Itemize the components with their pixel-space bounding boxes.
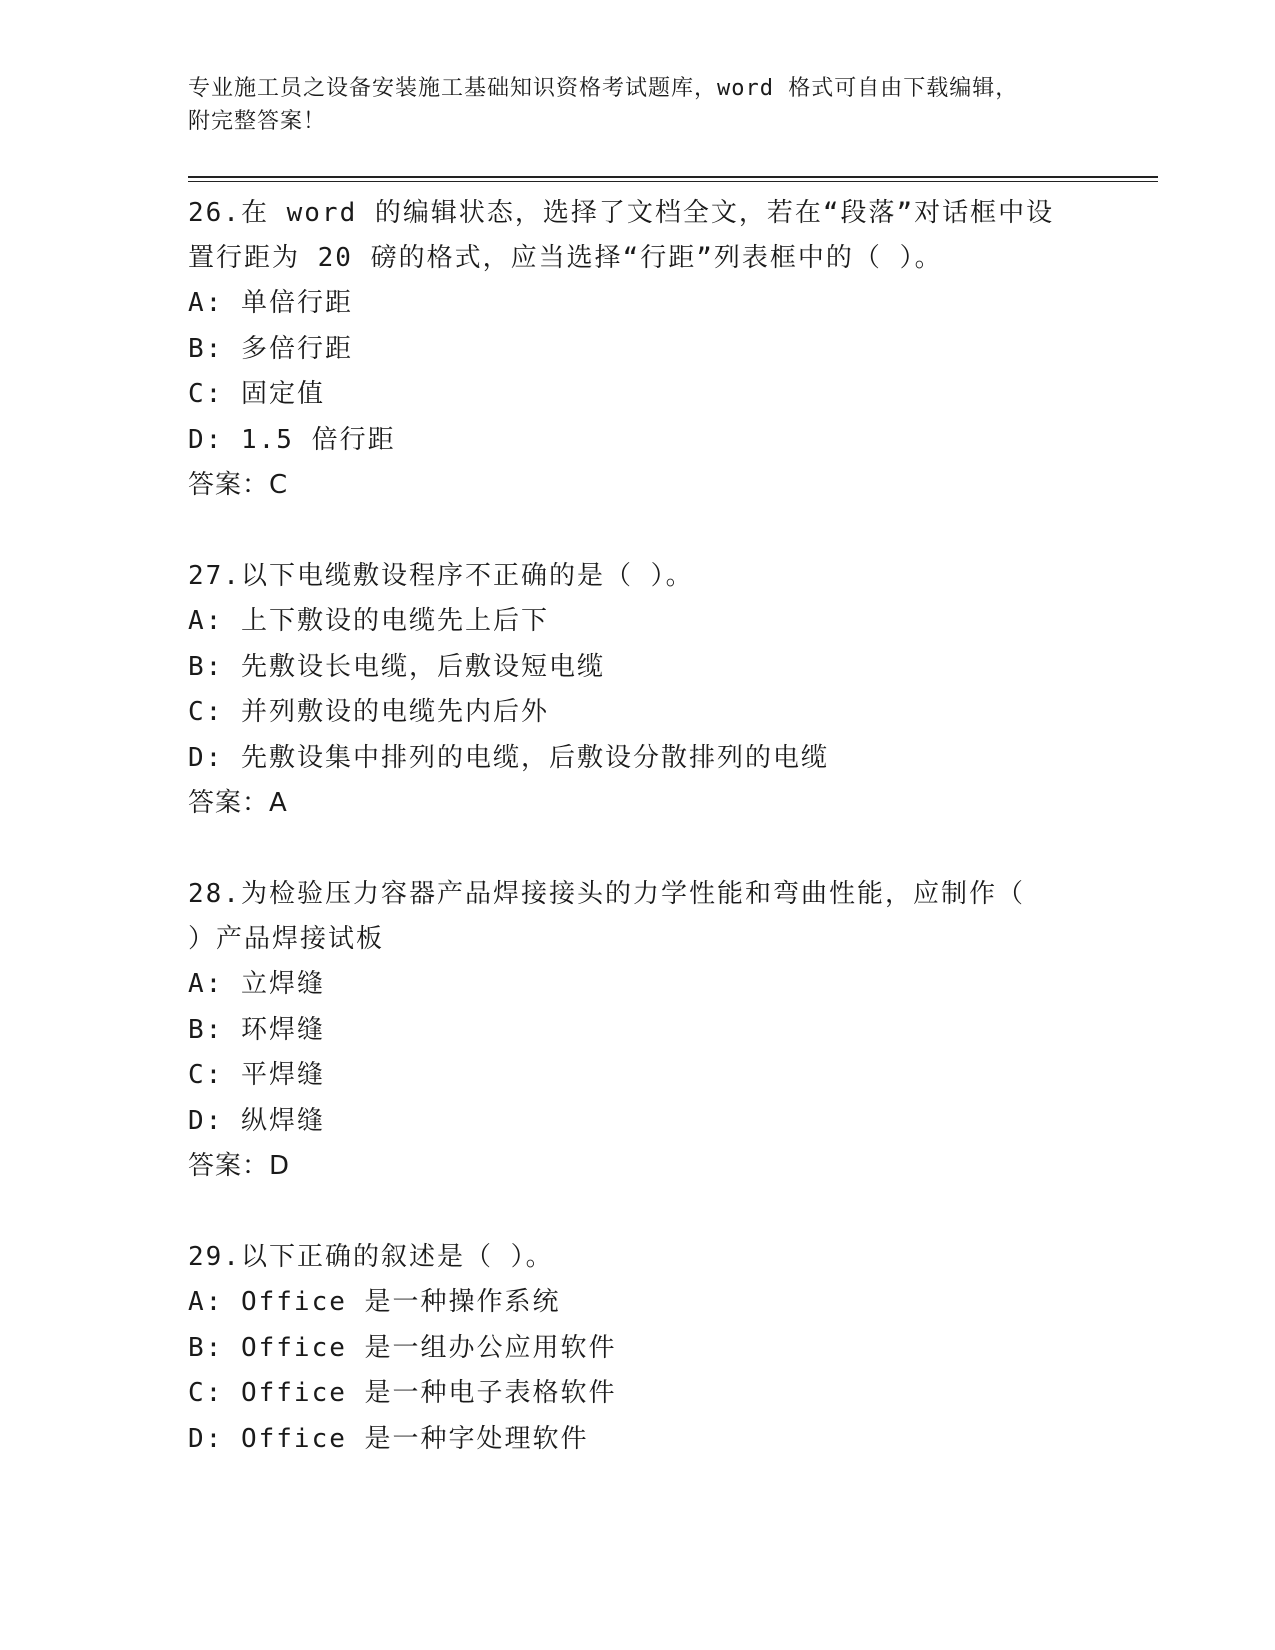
option-d: D: 纵焊缝 — [188, 1105, 325, 1136]
question-text — [188, 191, 1068, 281]
question-text — [188, 1235, 1068, 1280]
question-text-line: 29.以下正确的叙述是（ ）。 — [188, 1242, 554, 1272]
option-a: A: 上下敷设的电缆先上后下 — [188, 606, 549, 636]
question-text — [188, 872, 1068, 962]
option-a: A: Office 是一种操作系统 — [188, 1287, 561, 1317]
option-a: A: 单倍行距 — [188, 288, 353, 318]
option-c: C: 并列敷设的电缆先内后外 — [188, 697, 549, 727]
option-b: B: Office 是一组办公应用软件 — [188, 1332, 617, 1363]
option-d: D: 1.5 倍行距 — [188, 424, 396, 455]
answer: 答案：A — [188, 788, 288, 818]
option-d: D: Office 是一种字处理软件 — [188, 1423, 589, 1454]
option-d: D: 先敷设集中排列的电缆，后敷设分散排列的电缆 — [188, 742, 829, 773]
document-page — [188, 72, 1158, 1462]
option-b: B: 先敷设长电缆，后敷设短电缆 — [188, 651, 605, 682]
option-c: C: Office 是一种电子表格软件 — [188, 1378, 617, 1408]
question-28 — [188, 872, 1158, 1189]
question-text-line: 置行距为 20 磅的格式，应当选择“行距”列表框中的（ ）。 — [188, 243, 943, 273]
question-text-line: 26.在 word 的编辑状态，选择了文档全文，若在“段落”对话框中设 — [188, 198, 1055, 228]
question-text-line: ）产品焊接试板 — [188, 924, 385, 954]
question-26 — [188, 191, 1158, 508]
question-text-line: 28.为检验压力容器产品焊接接头的力学性能和弯曲性能，应制作（ — [188, 879, 1025, 909]
answer: 答案：D — [188, 1151, 291, 1181]
question-text — [188, 554, 1068, 599]
option-c: C: 平焊缝 — [188, 1060, 325, 1090]
header-line-2: 附完整答案！ — [188, 109, 327, 134]
document-header — [188, 72, 1068, 138]
answer: 答案：C — [188, 470, 289, 500]
header-divider — [188, 176, 1158, 182]
question-text-line: 27.以下电缆敷设程序不正确的是（ ）。 — [188, 561, 694, 591]
question-27 — [188, 554, 1158, 826]
question-29 — [188, 1235, 1158, 1462]
header-line-1: 专业施工员之设备安装施工基础知识资格考试题库，word 格式可自由下载编辑， — [188, 76, 1019, 101]
option-a: A: 立焊缝 — [188, 969, 325, 999]
option-b: B: 多倍行距 — [188, 333, 353, 364]
option-b: B: 环焊缝 — [188, 1014, 325, 1045]
option-c: C: 固定值 — [188, 379, 325, 409]
